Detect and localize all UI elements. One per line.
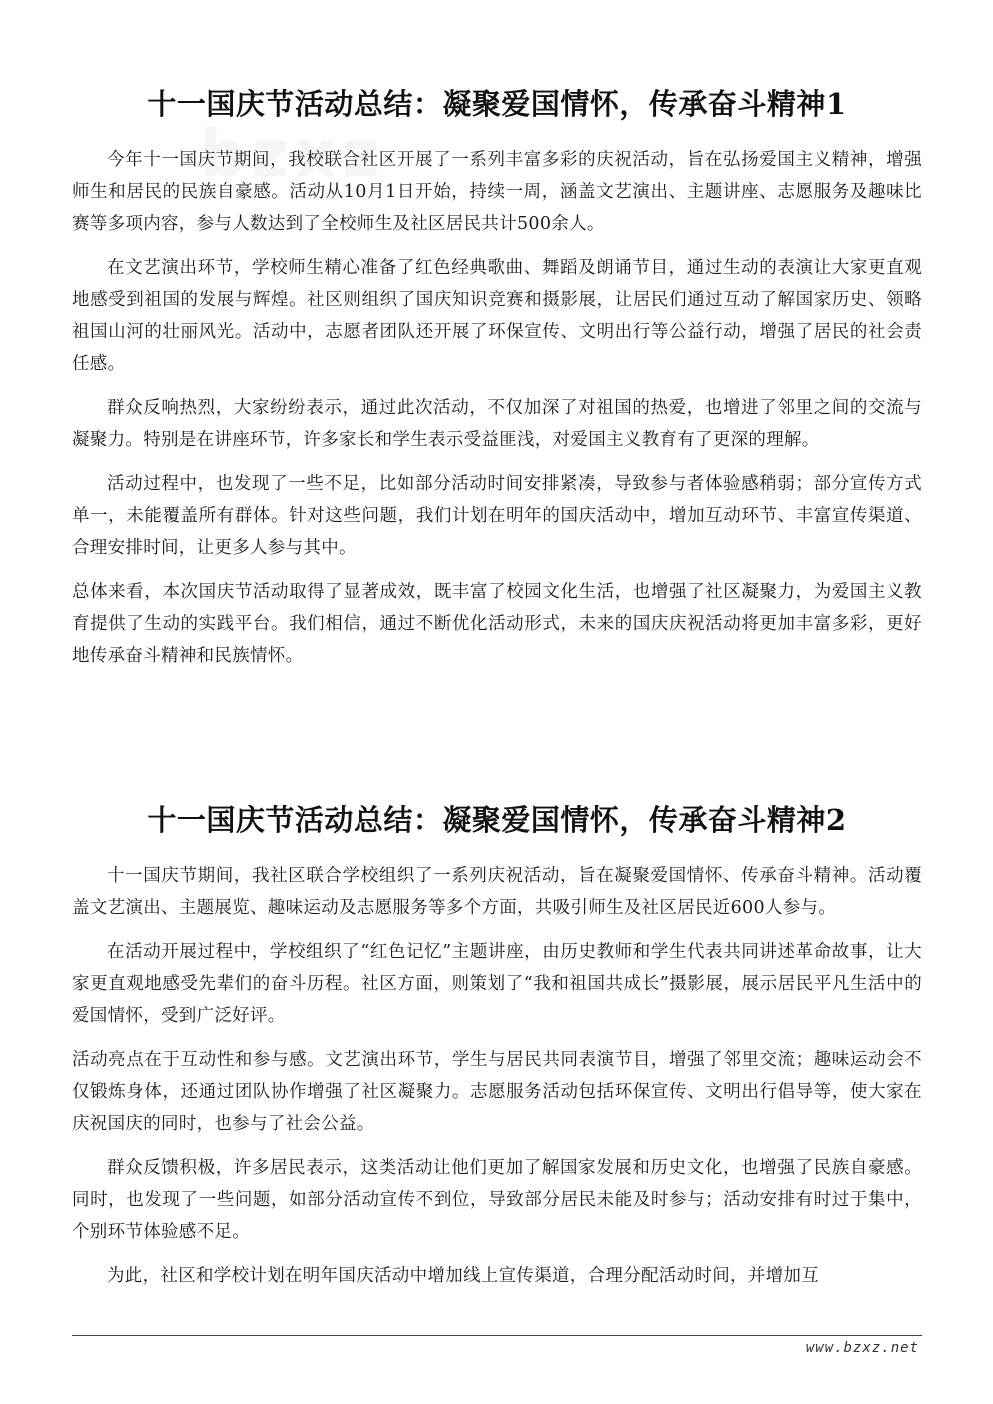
watermark: bzxz <box>200 118 386 192</box>
paragraph: 今年十一国庆节期间，我校联合社区开展了一系列丰富多彩的庆祝活动，旨在弘扬爱国主义精神，增强师生和居民的民族自豪感。活动从10月1日开始，持续一周，涵盖文艺演出、主题讲座、志愿服务及趣味比赛等多项内容，参与人数达到了全校师生及社区居民共计500余人。 <box>72 150 922 234</box>
section-title: 十一国庆节活动总结：凝聚爱国情怀，传承奋斗精神2 <box>147 803 847 837</box>
paragraph: 群众反馈积极，许多居民表示，这类活动让他们更加了解国家发展和历史文化，也增强了民族自豪感。同时，也发现了一些问题，如部分活动宣传不到位，导致部分居民未能及时参与；活动安排有时过于集中，个别环节体验感不足。 <box>72 1158 922 1242</box>
paragraph: 为此，社区和学校计划在明年国庆活动中增加线上宣传渠道，合理分配活动时间，并增加互 <box>107 1266 819 1286</box>
paragraph: 在文艺演出环节，学校师生精心准备了红色经典歌曲、舞蹈及朗诵节目，通过生动的表演让大家更直观地感受到祖国的发展与辉煌。社区则组织了国庆知识竞赛和摄影展，让居民们通过互动了解国家历史、领略祖国山河的壮丽风光。活动中，志愿者团队还开展了环保宣传、文明出行等公益行动，增强了居民的社会责任感。 <box>72 258 922 374</box>
paragraph: 总体来看，本次国庆节活动取得了显著成效，既丰富了校园文化生活，也增强了社区凝聚力，为爱国主义教育提供了生动的实践平台。我们相信，通过不断优化活动形式，未来的国庆庆祝活动将更加丰富多彩，更好地传承奋斗精神和民族情怀。 <box>72 582 922 666</box>
section-title: 十一国庆节活动总结：凝聚爱国情怀，传承奋斗精神1 <box>147 87 847 121</box>
paragraph: 群众反响热烈，大家纷纷表示，通过此次活动，不仅加深了对祖国的热爱，也增进了邻里之间的交流与凝聚力。特别是在讲座环节，许多家长和学生表示受益匪浅，对爱国主义教育有了更深的理解。 <box>72 398 922 450</box>
paragraph: 十一国庆节期间，我社区联合学校组织了一系列庆祝活动，旨在凝聚爱国情怀、传承奋斗精神。活动覆盖文艺演出、主题展览、趣味运动及志愿服务等多个方面，共吸引师生及社区居民近600人参与。 <box>72 866 922 918</box>
footer-divider <box>72 1335 922 1336</box>
paragraph: 活动过程中，也发现了一些不足，比如部分活动时间安排紧凑，导致参与者体验感稍弱；部分宣传方式单一，未能覆盖所有群体。针对这些问题，我们计划在明年的国庆活动中，增加互动环节、丰富宣传渠道、合理安排时间，让更多人参与其中。 <box>72 474 922 558</box>
summary-section-2 <box>72 798 922 1304</box>
footer-site-link[interactable]: www.bzxz.net <box>805 1340 919 1356</box>
paragraph: 在活动开展过程中，学校组织了“红色记忆”主题讲座，由历史教师和学生代表共同讲述革命故事，让大家更直观地感受先辈们的奋斗历程。社区方面，则策划了“我和祖国共成长”摄影展，展示居民平凡生活中的爱国情怀，受到广泛好评。 <box>72 942 922 1026</box>
paragraph: 活动亮点在于互动性和参与感。文艺演出环节，学生与居民共同表演节目，增强了邻里交流；趣味运动会不仅锻炼身体，还通过团队协作增强了社区凝聚力。志愿服务活动包括环保宣传、文明出行倡导等，使大家在庆祝国庆的同时，也参与了社会公益。 <box>72 1050 922 1134</box>
summary-section-1 <box>72 82 922 684</box>
